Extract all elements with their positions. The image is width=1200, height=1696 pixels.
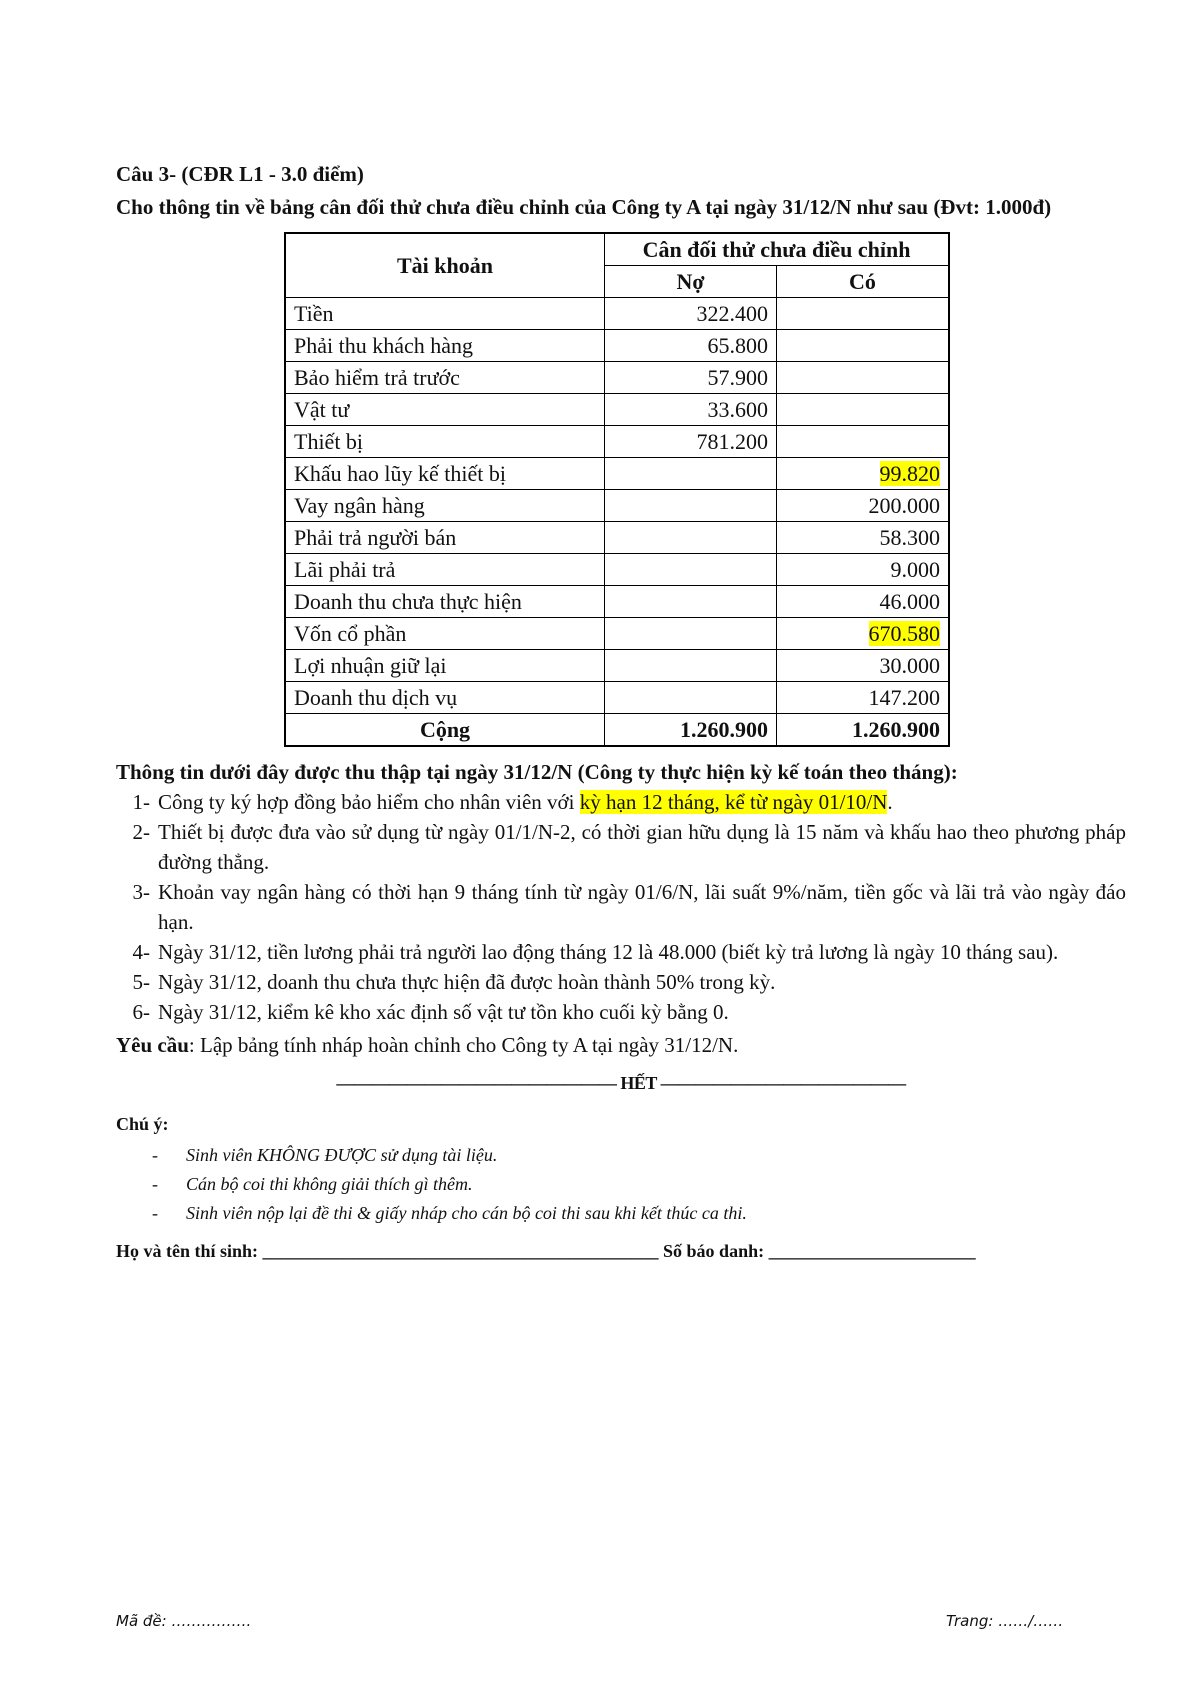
note-text: Sinh viên nộp lại đề thi & giấy nháp cho cán bộ coi thi sau khi kết thúc ca thi. xyxy=(186,1203,747,1223)
note-item xyxy=(116,1199,1126,1228)
notes-title: Chú ý: xyxy=(116,1114,169,1134)
info-item-number: 3- xyxy=(132,880,150,904)
account-name: Thiết bị xyxy=(285,426,605,458)
account-name: Vốn cổ phần xyxy=(285,618,605,650)
question-title: Câu 3- (CĐR L1 - 3.0 điểm) xyxy=(116,162,364,186)
table-row xyxy=(285,618,949,650)
credit-value: 147.200 xyxy=(777,682,950,714)
end-line: ———————————————— HẾT —————————————— xyxy=(336,1073,906,1093)
credit-value xyxy=(777,394,950,426)
debit-value xyxy=(605,618,777,650)
credit-value xyxy=(777,362,950,394)
note-item xyxy=(116,1170,1126,1199)
name-blank: ____________________________________________ xyxy=(262,1241,659,1261)
account-name: Doanh thu chưa thực hiện xyxy=(285,586,605,618)
info-item xyxy=(116,817,1126,877)
requirement xyxy=(116,1029,1126,1061)
account-name: Bảo hiểm trả trước xyxy=(285,362,605,394)
account-name: Phải trả người bán xyxy=(285,522,605,554)
table-row xyxy=(285,490,949,522)
note-item xyxy=(116,1141,1126,1170)
account-name: Tiền xyxy=(285,298,605,330)
credit-value xyxy=(777,330,950,362)
dash-bullet: - xyxy=(152,1145,158,1165)
note-text: Cán bộ coi thi không giải thích gì thêm. xyxy=(186,1174,473,1194)
account-name: Vật tư xyxy=(285,394,605,426)
table-row xyxy=(285,330,949,362)
credit-value: 46.000 xyxy=(777,586,950,618)
footer-code: Mã đề: ……………. xyxy=(116,1612,252,1630)
dash-bullet: - xyxy=(152,1174,158,1194)
total-debit: 1.260.900 xyxy=(605,714,777,747)
table-row xyxy=(285,426,949,458)
info-item xyxy=(116,997,1126,1027)
info-item-text: Ngày 31/12, tiền lương phải trả người lao động tháng 12 là 48.000 (biết kỳ trả lương là ngày 10 tháng sau). xyxy=(158,940,1059,964)
account-name: Khấu hao lũy kế thiết bị xyxy=(285,458,605,490)
debit-value xyxy=(605,682,777,714)
info-item-number: 2- xyxy=(132,820,150,844)
info-item-number: 5- xyxy=(132,970,150,994)
debit-value xyxy=(605,650,777,682)
info-item-number: 1- xyxy=(132,790,150,814)
credit-value xyxy=(777,458,950,490)
id-label: Số báo danh: xyxy=(663,1241,765,1261)
info-item-text: Ngày 31/12, kiểm kê kho xác định số vật tư tồn kho cuối kỳ bằng 0. xyxy=(158,1000,729,1024)
exam-page xyxy=(116,160,1126,1264)
total-label: Cộng xyxy=(285,714,605,747)
info-item-text: Thiết bị được đưa vào sử dụng từ ngày 01/1/N-2, có thời gian hữu dụng là 15 năm và khấu hao theo phương pháp đường thẳng. xyxy=(158,820,1126,874)
debit-value: 781.200 xyxy=(605,426,777,458)
requirement-label: Yêu cầu xyxy=(116,1033,189,1057)
name-label: Họ và tên thí sinh: xyxy=(116,1241,259,1261)
highlighted-value: 670.580 xyxy=(868,621,940,646)
id-blank: _______________________ xyxy=(768,1241,976,1261)
signature-line xyxy=(116,1238,1126,1264)
debit-value xyxy=(605,522,777,554)
table-body xyxy=(285,298,949,747)
info-item-number: 6- xyxy=(132,1000,150,1024)
credit-value xyxy=(777,618,950,650)
header-account: Tài khoản xyxy=(285,233,605,298)
note-text: Sinh viên KHÔNG ĐƯỢC sử dụng tài liệu. xyxy=(186,1145,498,1165)
table-row xyxy=(285,394,949,426)
trial-balance-table xyxy=(284,232,950,747)
table-row xyxy=(285,522,949,554)
debit-value xyxy=(605,458,777,490)
dash-bullet: - xyxy=(152,1203,158,1223)
info-text-before: Công ty ký hợp đồng bảo hiểm cho nhân viên với xyxy=(158,790,580,814)
debit-value: 33.600 xyxy=(605,394,777,426)
credit-value: 30.000 xyxy=(777,650,950,682)
info-item xyxy=(116,937,1126,967)
credit-value: 9.000 xyxy=(777,554,950,586)
table-row xyxy=(285,650,949,682)
credit-value xyxy=(777,426,950,458)
info-item-text: Khoản vay ngân hàng có thời hạn 9 tháng tính từ ngày 01/6/N, lãi suất 9%/năm, tiền gốc và lãi trả vào ngày đáo hạn. xyxy=(158,880,1126,934)
info-item xyxy=(116,877,1126,937)
footer-page: Trang: ……/…… xyxy=(946,1612,1064,1630)
requirement-text: : Lập bảng tính nháp hoàn chỉnh cho Công ty A tại ngày 31/12/N. xyxy=(188,1033,739,1057)
debit-value xyxy=(605,554,777,586)
info-item xyxy=(116,787,1126,817)
header-credit: Có xyxy=(777,266,950,298)
header-group: Cân đối thử chưa điều chỉnh xyxy=(605,233,950,266)
table-row xyxy=(285,458,949,490)
table-row xyxy=(285,586,949,618)
header-debit: Nợ xyxy=(605,266,777,298)
total-credit: 1.260.900 xyxy=(777,714,950,747)
account-name: Lợi nhuận giữ lại xyxy=(285,650,605,682)
info-item xyxy=(116,967,1126,997)
table-row xyxy=(285,362,949,394)
account-name: Phải thu khách hàng xyxy=(285,330,605,362)
table-row xyxy=(285,298,949,330)
account-name: Lãi phải trả xyxy=(285,554,605,586)
info-item-text xyxy=(158,787,1126,817)
credit-value: 58.300 xyxy=(777,522,950,554)
credit-value: 200.000 xyxy=(777,490,950,522)
account-name: Doanh thu dịch vụ xyxy=(285,682,605,714)
debit-value xyxy=(605,586,777,618)
info-item-number: 4- xyxy=(132,940,150,964)
info-list xyxy=(116,787,1126,1027)
debit-value: 65.800 xyxy=(605,330,777,362)
debit-value: 57.900 xyxy=(605,362,777,394)
credit-value xyxy=(777,298,950,330)
notes-list xyxy=(116,1141,1126,1228)
table-row xyxy=(285,682,949,714)
debit-value xyxy=(605,490,777,522)
table-row xyxy=(285,554,949,586)
question-intro: Cho thông tin về bảng cân đối thử chưa điều chỉnh của Công ty A tại ngày 31/12/N như sau (Đvt: 1.000đ) xyxy=(116,195,1052,219)
info-item-text: Ngày 31/12, doanh thu chưa thực hiện đã được hoàn thành 50% trong kỳ. xyxy=(158,970,776,994)
highlighted-text: kỳ hạn 12 tháng, kể từ ngày 01/10/N xyxy=(579,790,888,814)
debit-value: 322.400 xyxy=(605,298,777,330)
info-text-after: . xyxy=(887,790,893,814)
highlighted-value: 99.820 xyxy=(879,461,940,486)
total-row xyxy=(285,714,949,747)
info-title: Thông tin dưới đây được thu thập tại ngày 31/12/N (Công ty thực hiện kỳ kế toán theo tháng): xyxy=(116,760,958,784)
account-name: Vay ngân hàng xyxy=(285,490,605,522)
